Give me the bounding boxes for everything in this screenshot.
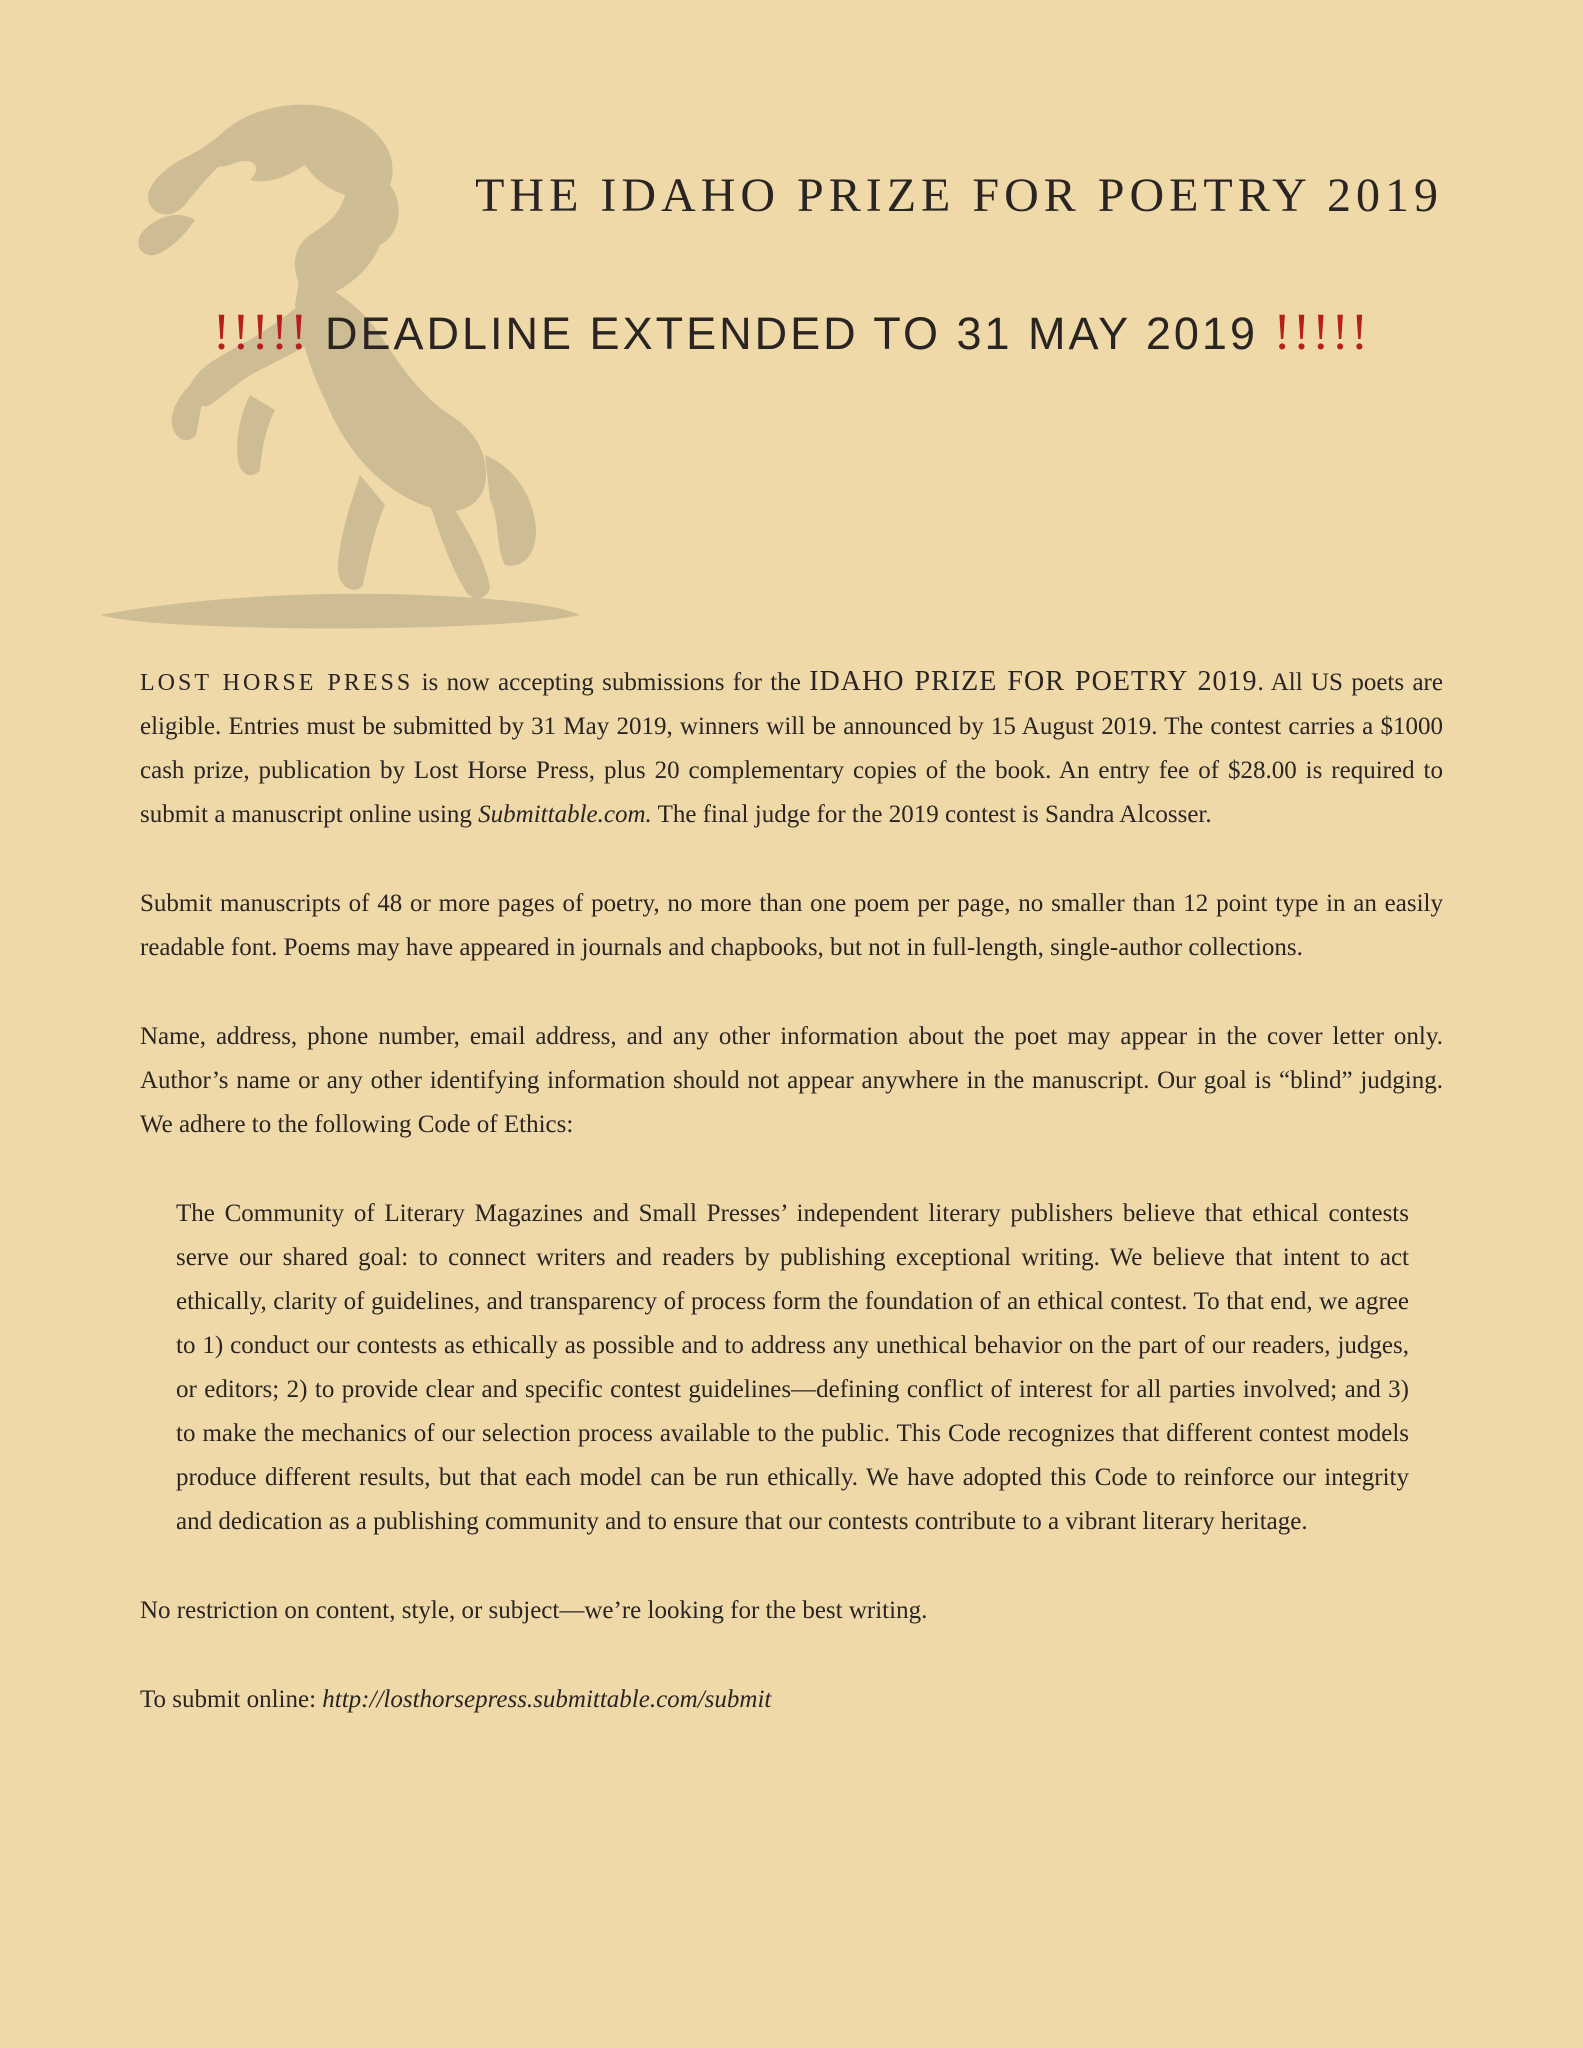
restriction-paragraph: No restriction on content, style, or subject—we’re looking for the best writing.	[140, 1597, 928, 1624]
prize-name: IDAHO PRIZE FOR POETRY 2019	[809, 666, 1258, 697]
deadline-banner	[140, 303, 1443, 362]
intro-paragraph	[140, 660, 1443, 837]
blind-judging-paragraph: Name, address, phone number, email address, and any other information about the poet may appear in the cover letter only. Author’s name or any other identifying information should not appear anywhere in the manuscript. Our goal is “blind” judging. We adhere to the following Code of Ethics:	[140, 1023, 1443, 1138]
submission-link[interactable]: http://losthorsepress.submittable.com/submit	[322, 1686, 772, 1713]
deadline-text: DEADLINE EXTENDED TO 31 MAY 2019	[324, 308, 1258, 359]
intro-tail: The final judge for the 2019 contest is Sandra Alcosser.	[651, 801, 1212, 828]
page-title: THE IDAHO PRIZE FOR POETRY 2019	[475, 169, 1443, 222]
publisher-name: LOST HORSE PRESS	[140, 670, 414, 696]
exclamation-marks-left: !!!!!	[212, 304, 310, 361]
intro-body: . All US poets are eligible. Entries must be submitted by 31 May 2019, winners will be announced by 15 August 2019. The contest carries a $1000 cash prize, publication by Lost Horse Press, plus 20 complementary copies of the book. An entry fee of $28.00 is required to submit a manuscript online using	[140, 669, 1443, 828]
submit-label: To submit online:	[140, 1686, 323, 1713]
submit-line	[140, 1678, 1443, 1722]
exclamation-marks-right: !!!!!	[1273, 304, 1371, 361]
intro-lead: is now accepting submissions for the	[413, 669, 810, 696]
announcement-body	[140, 660, 1443, 1767]
guidelines-paragraph: Submit manuscripts of 48 or more pages of poetry, no more than one poem per page, no smaller than 12 point type in an easily readable font. Poems may have appeared in journals and chapbooks, but not in full-length, single-author collections.	[140, 890, 1443, 961]
submittable-site: Submittable.com.	[478, 801, 652, 828]
code-of-ethics-quote: The Community of Literary Magazines and Small Presses’ independent literary publishers believe that ethical contests serve our shared goal: to connect writers and readers by publishing exceptional writing. We believe that intent to act ethically, clarity of guidelines, and transparency of process form the foundation of an ethical contest. To that end, we agree to 1) conduct our contests as ethically as possible and to address any unethical behavior on the part of our readers, judges, or editors; 2) to provide clear and specific contest guidelines—defining conflict of interest for all parties involved; and 3) to make the mechanics of our selection process available to the public. This Code recognizes that different contest models produce different results, but that each model can be run ethically. We have adopted this Code to reinforce our integrity and dedication as a publishing community and to ensure that our contests contribute to a vibrant literary heritage.	[176, 1200, 1409, 1535]
